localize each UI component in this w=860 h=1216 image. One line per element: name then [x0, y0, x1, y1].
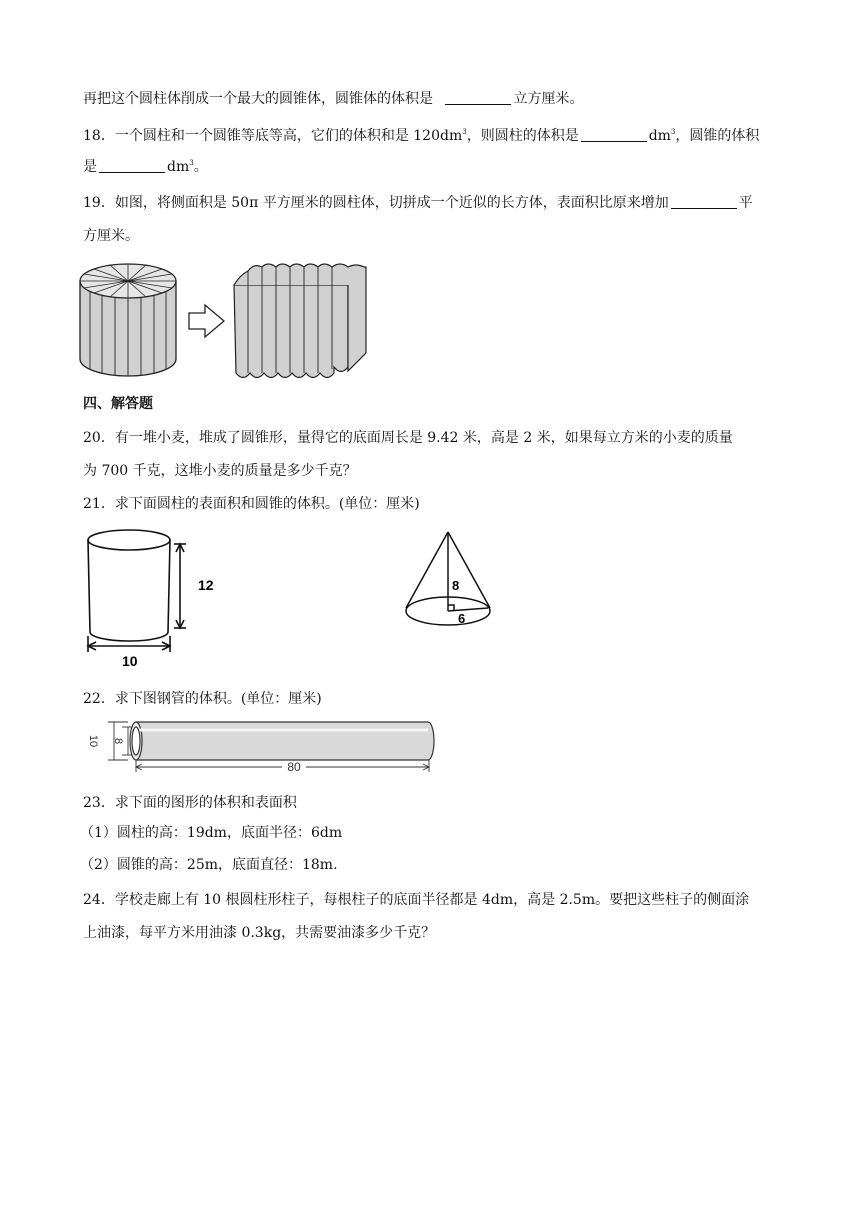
answer-blank[interactable]: [445, 90, 511, 105]
question-text: 再把这个圆柱体削成一个最大的圆锥体，圆锥体的体积是: [83, 91, 433, 107]
question-text: 是: [83, 159, 97, 175]
cone-height-label: 8: [452, 578, 460, 593]
cylinder-to-prism-figure: [78, 255, 378, 385]
question-text: ，圆锥的体积: [675, 128, 760, 144]
superscript: 3: [189, 159, 194, 167]
question-19-line1: [83, 193, 753, 213]
pipe-inner-diameter-label: 8: [112, 737, 124, 745]
question-18-line1: [83, 126, 759, 146]
pipe-length-label: 80: [287, 760, 301, 774]
cylinder-figure: [82, 528, 222, 670]
sliced-cylinder: [80, 264, 176, 376]
rect-prism: [234, 264, 366, 378]
answer-blank[interactable]: [581, 127, 647, 142]
question-21: 21．求下面圆柱的表面积和圆锥的体积。(单位：厘米): [83, 496, 420, 512]
arrow-right-icon: [189, 305, 224, 337]
cylinder-diameter-label: 10: [122, 653, 138, 669]
superscript: 3: [462, 128, 467, 136]
question-19-line2: [83, 226, 139, 246]
section-heading: 四、解答题: [83, 396, 153, 412]
answer-blank[interactable]: [99, 158, 165, 173]
pipe-outer-diameter-label: 10: [87, 734, 99, 748]
question-text: 方厘米。: [83, 228, 139, 244]
unit-text: dm: [648, 128, 671, 144]
question-18-line2: [83, 157, 208, 177]
question-23-part1: （1）圆柱的高：19dm，底面半径：6dm: [80, 825, 343, 841]
question-20-line2: 为 700 千克，这堆小麦的质量是多少千克？: [83, 463, 357, 479]
cone-figure: [400, 528, 496, 632]
cone-radius-label: 6: [458, 611, 466, 626]
question-17-continued: [83, 89, 583, 109]
unit-text: 立方厘米。: [513, 91, 584, 107]
unit-text: dm: [167, 159, 190, 175]
unit-text: 平: [738, 195, 753, 211]
question-text: 19．如图，将侧面积是 50π 平方厘米的圆柱体，切拼成一个近似的长方体，表面积比原来增加: [83, 195, 669, 211]
question-23-part2: （2）圆锥的高：25m，底面直径：18m.: [80, 857, 338, 873]
question-text: 18．一个圆柱和一个圆锥等底等高，它们的体积和是 120dm: [83, 128, 463, 144]
superscript: 3: [670, 128, 676, 136]
question-text: ，则圆柱的体积是: [466, 128, 579, 144]
question-20-line1: 20．有一堆小麦，堆成了圆锥形，量得它的底面周长是 9.42 米，高是 2 米，如果每立方米的小麦的质量: [83, 430, 733, 446]
question-22: 22．求下图钢管的体积。(单位：厘米): [83, 691, 322, 707]
question-text: 。: [193, 159, 208, 175]
question-24-line2: 上油漆，每平方米用油漆 0.3kg，共需要油漆多少千克？: [83, 925, 436, 941]
cylinder-height-label: 12: [198, 577, 214, 593]
answer-blank[interactable]: [671, 194, 737, 209]
question-23: 23．求下面的图形的体积和表面积: [83, 795, 297, 811]
steel-pipe-figure: [84, 716, 444, 774]
question-24-line1: 24．学校走廊上有 10 根圆柱形柱子，每根柱子的底面半径都是 4dm，高是 2.5m。要把这些柱子的侧面涂: [83, 892, 750, 908]
